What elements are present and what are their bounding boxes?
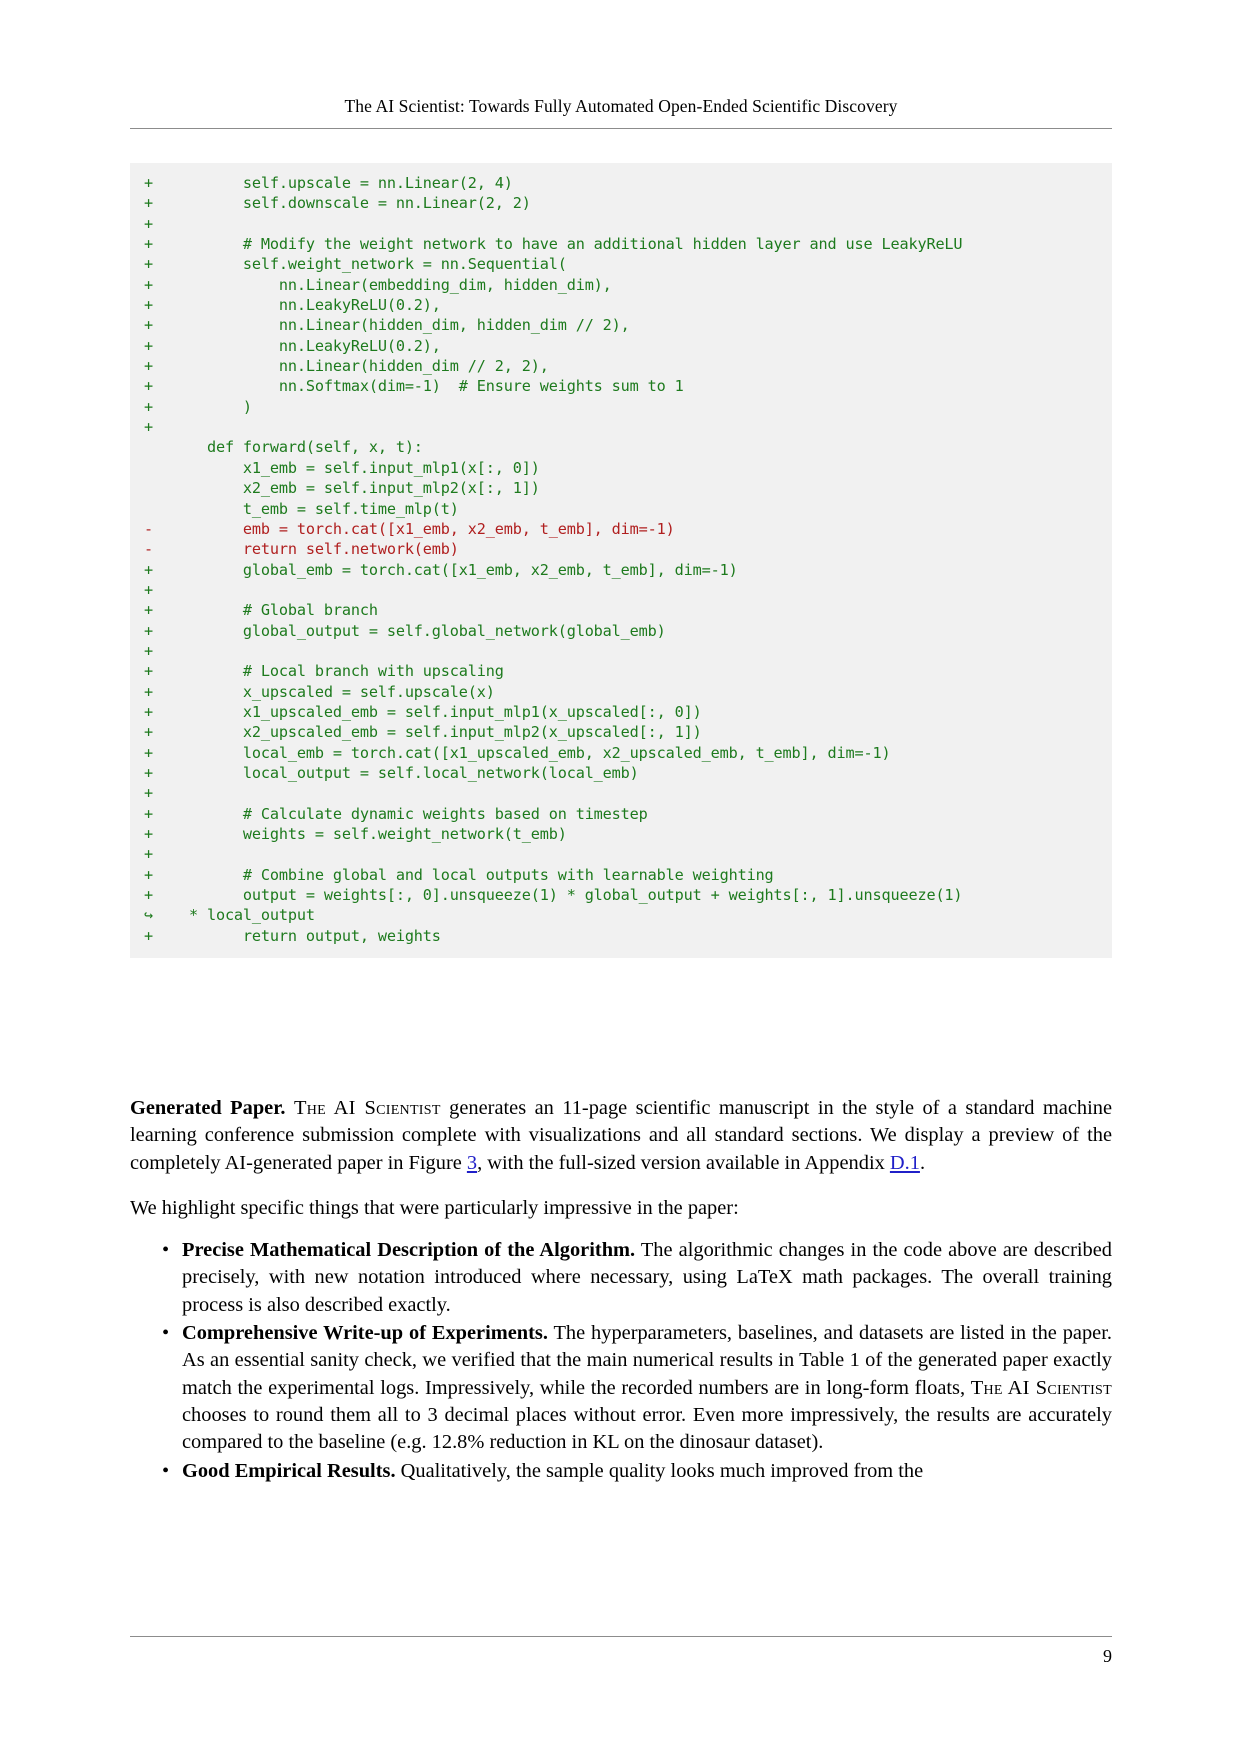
code-line: x1_emb = self.input_mlp1(x[:, 0]) bbox=[144, 458, 540, 477]
page-footer bbox=[130, 1636, 1112, 1667]
code-line: + self.downscale = nn.Linear(2, 2) bbox=[144, 194, 531, 213]
paragraph-text-a: generates an 11-page scientific manuscript in the style of a standard machine learning conference submission complete with visualizations and all standard sections. We display a preview of the completely AI-generated paper in Figure bbox=[130, 1097, 1112, 1174]
smallcaps-the-ai-scientist: The AI Scientist bbox=[293, 1097, 441, 1119]
code-line: + nn.Linear(embedding_dim, hidden_dim), bbox=[144, 275, 612, 294]
code-line: + self.upscale = nn.Linear(2, 4) bbox=[144, 174, 513, 192]
paragraph-generated-paper bbox=[130, 1095, 1112, 1177]
code-line: + x2_upscaled_emb = self.input_mlp2(x_upscaled[:, 1]) bbox=[144, 723, 702, 742]
code-line: + bbox=[144, 580, 171, 599]
code-line: + bbox=[144, 845, 171, 864]
paragraph-text-b: , with the full-sized version available in Appendix bbox=[477, 1151, 890, 1174]
code-line: + nn.Softmax(dim=-1) # Ensure weights sum to 1 bbox=[144, 377, 684, 396]
code-line: + nn.LeakyReLU(0.2), bbox=[144, 296, 441, 315]
code-line: + nn.Linear(hidden_dim, hidden_dim // 2), bbox=[144, 316, 630, 335]
code-diff-block bbox=[130, 163, 1112, 958]
paragraph-text-c: . bbox=[919, 1151, 926, 1174]
highlights-list bbox=[130, 1237, 1112, 1485]
header-divider bbox=[130, 128, 1112, 129]
code-line: + x1_upscaled_emb = self.input_mlp1(x_upscaled[:, 0]) bbox=[144, 702, 702, 721]
code-line: def forward(self, x, t): bbox=[144, 438, 423, 457]
list-item bbox=[162, 1458, 1112, 1485]
code-line: + # Local branch with upscaling bbox=[144, 662, 504, 681]
code-line: + # Global branch bbox=[144, 601, 378, 620]
code-line: + local_emb = torch.cat([x1_upscaled_emb, x2_upscaled_emb, t_emb], dim=-1) bbox=[144, 743, 891, 762]
code-line: + ) bbox=[144, 397, 252, 416]
code-line: + global_emb = torch.cat([x1_emb, x2_emb, t_emb], dim=-1) bbox=[144, 560, 738, 579]
list-item-text-b: chooses to round them all to 3 decimal places without error. Even more impressively, the results are accurately compared to the baseline (e.g. 12.8% reduction in KL on the dinosaur dataset). bbox=[182, 1403, 1112, 1454]
page-number: 9 bbox=[1103, 1646, 1112, 1666]
code-line: + nn.LeakyReLU(0.2), bbox=[144, 336, 441, 355]
code-line: + bbox=[144, 418, 171, 437]
code-line: + self.weight_network = nn.Sequential( bbox=[144, 255, 567, 274]
list-item-text: Qualitatively, the sample quality looks much improved from the bbox=[395, 1459, 924, 1482]
smallcaps-the-ai-scientist: The AI Scientist bbox=[970, 1376, 1112, 1399]
code-line: + nn.Linear(hidden_dim // 2, 2), bbox=[144, 357, 549, 376]
footer-divider bbox=[130, 1636, 1112, 1637]
code-line: + # Modify the weight network to have an additional hidden layer and use LeakyReLU bbox=[144, 235, 963, 254]
code-line: + bbox=[144, 214, 171, 233]
code-line: + # Calculate dynamic weights based on timestep bbox=[144, 804, 648, 823]
running-header-title: The AI Scientist: Towards Fully Automated Open-Ended Scientific Discovery bbox=[344, 96, 898, 116]
code-line: + # Combine global and local outputs with learnable weighting bbox=[144, 865, 774, 884]
appendix-reference-link[interactable]: D.1 bbox=[889, 1151, 920, 1174]
code-line: + local_output = self.local_network(local_emb) bbox=[144, 763, 639, 782]
bullet-icon: • bbox=[162, 1239, 170, 1262]
code-line: + bbox=[144, 784, 171, 803]
list-item-lead: Comprehensive Write-up of Experiments. bbox=[182, 1322, 548, 1345]
list-item bbox=[162, 1320, 1112, 1456]
list-item-lead: Precise Mathematical Description of the Algorithm. bbox=[182, 1239, 636, 1262]
paragraph-lead-label: Generated Paper. bbox=[130, 1097, 286, 1119]
code-line: + output = weights[:, 0].unsqueeze(1) * global_output + weights[:, 1].unsqueeze(1) bbox=[144, 886, 963, 905]
code-line: t_emb = self.time_mlp(t) bbox=[144, 499, 459, 518]
bullet-icon: • bbox=[162, 1459, 170, 1482]
list-item-text-a: The hyperparameters, baselines, and datasets are listed in the paper. As an essential sanity check, we verified that the main numerical results in Table 1 of the generated paper exactly match the experimental logs. Impressively, while the recorded numbers are in long-form floats, bbox=[182, 1322, 1112, 1399]
figure-reference-link[interactable]: 3 bbox=[466, 1151, 478, 1174]
code-line: x2_emb = self.input_mlp2(x[:, 1]) bbox=[144, 479, 540, 498]
code-line: ↪ * local_output bbox=[144, 906, 315, 925]
list-item-text: The algorithmic changes in the code above are described precisely, with new notation introduced where necessary, using LaTeX math packages. The overall training process is also described exactly. bbox=[182, 1239, 1112, 1316]
code-line: + weights = self.weight_network(t_emb) bbox=[144, 825, 567, 843]
code-line: + return output, weights bbox=[144, 926, 441, 945]
running-header bbox=[130, 96, 1112, 129]
code-line: - return self.network(emb) bbox=[144, 540, 459, 559]
code-line: + x_upscaled = self.upscale(x) bbox=[144, 682, 495, 701]
bullet-icon: • bbox=[162, 1322, 170, 1345]
paragraph-highlight-intro: We highlight specific things that were particularly impressive in the paper: bbox=[130, 1196, 739, 1219]
body-content bbox=[130, 1095, 1112, 1486]
code-line: + global_output = self.global_network(global_emb) bbox=[144, 621, 666, 640]
code-line: + bbox=[144, 641, 171, 660]
code-line: - emb = torch.cat([x1_emb, x2_emb, t_emb], dim=-1) bbox=[144, 519, 675, 538]
list-item bbox=[162, 1237, 1112, 1319]
list-item-lead: Good Empirical Results. bbox=[182, 1459, 396, 1482]
